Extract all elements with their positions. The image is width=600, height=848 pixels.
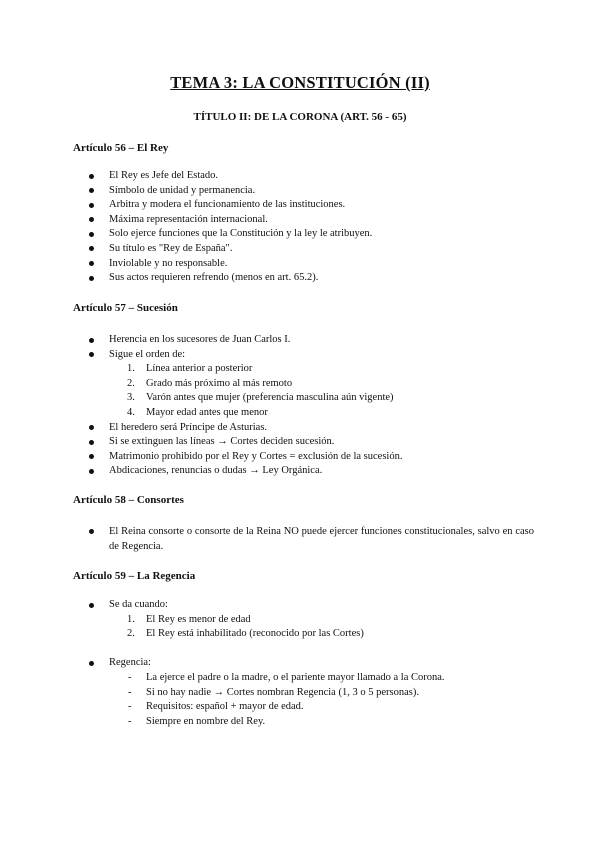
list-item: Arbitra y modera el funcionamiento de las instituciones. (0, 198, 600, 213)
bullet-icon (89, 661, 94, 666)
ordered-item: 2. El Rey está inhabilitado (reconocido por las Cortes) (127, 628, 364, 640)
bullet-icon (89, 261, 94, 266)
list-item: Si se extinguen las líneas → Cortes deciden sucesión. (0, 435, 600, 450)
list-item: Abdicaciones, renuncias o dudas → Ley Orgánica. (0, 464, 600, 479)
bullet-icon (89, 217, 94, 222)
art57-heading: Artículo 57 – Sucesión (73, 302, 178, 314)
bullet-icon (89, 276, 94, 281)
art58-heading: Artículo 58 – Consortes (73, 494, 184, 506)
list-item: Máxima representación internacional. (0, 213, 600, 228)
list-item: Se da cuando: (0, 598, 600, 613)
list-item: Herencia en los sucesores de Juan Carlos I. (0, 333, 600, 348)
dash-item: - La ejerce el padre o la madre, o el pariente mayor llamado a la Corona. (128, 671, 445, 683)
dash-sublist (0, 671, 600, 729)
bullet-icon (89, 454, 94, 459)
list-item: Inviolable y no responsable. (0, 257, 600, 272)
list-item: Símbolo de unidad y permanencia. (0, 184, 600, 199)
bullet-icon (89, 174, 94, 179)
bullet-icon (89, 232, 94, 237)
art59-heading: Artículo 59 – La Regencia (73, 570, 196, 582)
ordered-sublist (0, 613, 600, 642)
bullet-icon (89, 352, 94, 357)
dash-item: - Siempre en nombre del Rey. (128, 715, 266, 727)
list-item: Matrimonio prohibido por el Rey y Cortes = exclusión de la sucesión. (0, 450, 600, 465)
ordered-item: 3. Varón antes que mujer (preferencia masculina aún vigente) (127, 392, 394, 404)
bullet-icon (89, 529, 94, 534)
art59-list (0, 598, 600, 729)
bullet-icon (89, 203, 94, 208)
bullet-icon (89, 440, 94, 445)
art57-list (0, 333, 600, 479)
bullet-icon (89, 246, 94, 251)
bullet-icon (89, 425, 94, 430)
bullet-icon (89, 338, 94, 343)
spacer (0, 642, 600, 657)
list-item: El heredero será Príncipe de Asturias. (0, 421, 600, 436)
ordered-item: 1. El Rey es menor de edad (127, 613, 251, 625)
ordered-item: 2. Grado más próximo al más remoto (127, 377, 293, 389)
ordered-sublist (0, 362, 600, 420)
list-item: Solo ejerce funciones que la Constitución y la ley le atribuyen. (0, 227, 600, 242)
section-subtitle: TÍTULO II: DE LA CORONA (ART. 56 - 65) (193, 111, 407, 123)
art56-heading: Artículo 56 – El Rey (73, 142, 169, 154)
bullet-icon (89, 603, 94, 608)
list-item: Su título es "Rey de España". (0, 242, 600, 257)
ordered-item: 1. Línea anterior a posterior (127, 363, 253, 375)
dash-item: - Requisitos: español + mayor de edad. (128, 701, 304, 713)
page-title: TEMA 3: LA CONSTITUCIÓN (II) (170, 73, 430, 92)
list-item: El Reina consorte o consorte de la Reina NO puede ejercer funciones constitucionales, salvo en caso de Regencia. (0, 524, 534, 554)
bullet-icon (89, 469, 94, 474)
list-item: Sus actos requieren refrendo (menos en art. 65.2). (0, 271, 600, 286)
list-item: Sigue el orden de: (0, 348, 600, 363)
art56-list (0, 169, 600, 286)
list-item: El Rey es Jefe del Estado. (0, 169, 600, 184)
bullet-icon (89, 188, 94, 193)
dash-item: - Si no hay nadie → Cortes nombran Regencia (1, 3 o 5 personas). (128, 686, 419, 698)
art58-list (0, 524, 600, 554)
list-item: Regencia: (0, 656, 600, 671)
ordered-item: 4. Mayor edad antes que menor (127, 406, 268, 418)
